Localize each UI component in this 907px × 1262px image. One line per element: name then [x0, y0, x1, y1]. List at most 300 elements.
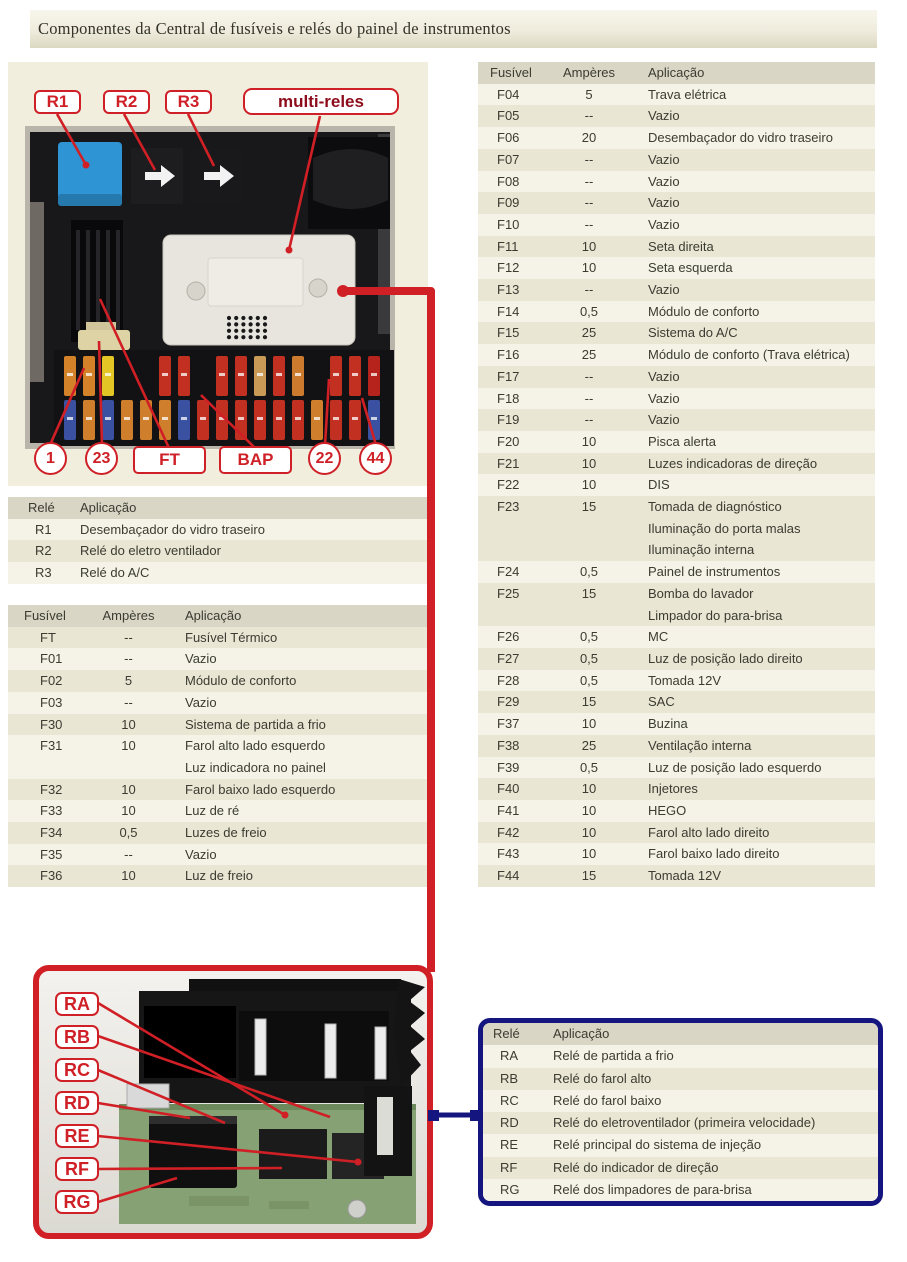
cell: 25	[581, 325, 597, 341]
fuse-table-right	[478, 62, 875, 887]
cell	[185, 822, 428, 844]
table-row	[478, 496, 875, 561]
cell-line: Módulo de conforto	[185, 673, 297, 689]
cell: 25	[581, 737, 597, 753]
column-header: Fusível	[24, 608, 66, 623]
cell: R1	[35, 521, 52, 537]
table-row	[483, 1112, 878, 1134]
table-row	[478, 344, 875, 366]
label-bap: BAP	[219, 446, 292, 474]
cell: --	[584, 390, 594, 406]
table-row	[478, 822, 875, 844]
cell	[648, 171, 875, 193]
cell-line: Vazio	[185, 651, 217, 667]
cell: --	[584, 282, 594, 298]
cell: F09	[497, 195, 520, 211]
table-row	[8, 519, 428, 541]
cell	[648, 735, 875, 757]
table-row	[8, 562, 428, 584]
cell: F36	[40, 868, 63, 884]
cell: F30	[40, 716, 63, 732]
cell: 0,5	[579, 564, 599, 580]
cell: F26	[497, 629, 520, 645]
cell: --	[124, 846, 133, 862]
cell-line: Tomada 12V	[648, 868, 721, 884]
fuse-box-photo-panel	[8, 62, 428, 486]
cell	[648, 301, 875, 323]
cell-line: Ventilação interna	[648, 737, 752, 753]
cell: F14	[497, 303, 520, 319]
table-row	[483, 1179, 878, 1201]
cell: F01	[40, 651, 63, 667]
cell	[648, 388, 875, 410]
label-rf: RF	[55, 1157, 99, 1181]
column-header: Aplicação	[185, 608, 242, 623]
table-row	[478, 279, 875, 301]
cell: 15	[581, 694, 597, 710]
cell: F10	[497, 216, 520, 232]
table-row	[478, 713, 875, 735]
cell: --	[584, 151, 594, 167]
cell	[185, 648, 428, 670]
cell: F37	[497, 716, 520, 732]
cell	[648, 149, 875, 171]
cell	[185, 714, 428, 736]
cell: RB	[500, 1070, 519, 1086]
cell: 10	[121, 738, 136, 754]
fuse-box-photo	[8, 62, 428, 486]
label-ft: FT	[133, 446, 206, 474]
cell-line: Luz de ré	[185, 803, 240, 819]
cell: F38	[497, 737, 520, 753]
label-re: RE	[55, 1124, 99, 1148]
cell-line: Vazio	[648, 390, 680, 406]
table-row	[8, 714, 428, 736]
cell: Relé do eletroventilador (primeira velocidade)	[553, 1115, 816, 1131]
cell: F41	[497, 802, 520, 818]
table-row	[8, 627, 428, 649]
cell: Relé do farol alto	[553, 1070, 652, 1086]
cell: R3	[35, 565, 52, 581]
cell-line: Tomada de diagnóstico	[648, 499, 782, 515]
cell-line: Iluminação interna	[648, 542, 755, 558]
cell: --	[584, 412, 594, 428]
cell-line: Vazio	[648, 195, 680, 211]
cell	[648, 474, 875, 496]
table-row	[483, 1068, 878, 1090]
cell: 0,5	[579, 303, 599, 319]
cell: F18	[497, 390, 520, 406]
column-header: Ampères	[562, 65, 616, 80]
table-row	[478, 301, 875, 323]
cell	[185, 627, 428, 649]
cell: 20	[581, 130, 597, 146]
table-row	[478, 84, 875, 106]
cell: F02	[40, 673, 63, 689]
cell-line: HEGO	[648, 802, 687, 818]
cell	[648, 279, 875, 301]
cell: 5	[585, 86, 593, 102]
table-row	[478, 236, 875, 258]
cell: F31	[40, 738, 63, 754]
table-header-row	[8, 497, 428, 519]
cell-line: Vazio	[185, 846, 217, 862]
table-row	[8, 844, 428, 866]
table-header-row	[483, 1023, 878, 1045]
cell-line: Vazio	[648, 216, 680, 232]
cell-line: Luz de freio	[185, 868, 253, 884]
label-rd: RD	[55, 1091, 99, 1115]
cell: F03	[40, 694, 63, 710]
cell: RF	[500, 1159, 518, 1175]
cell	[648, 691, 875, 713]
cell: 10	[581, 824, 597, 840]
table-row	[478, 778, 875, 800]
cell: F05	[497, 108, 520, 124]
table-row	[8, 779, 428, 801]
cell: --	[124, 694, 133, 710]
cell: 10	[581, 846, 597, 862]
fuse-table-left	[8, 605, 428, 887]
table-row	[478, 865, 875, 887]
cell: 10	[121, 803, 136, 819]
table-row	[483, 1090, 878, 1112]
label-fuse-23: 23	[85, 442, 118, 475]
cell-line: Bomba do lavador	[648, 585, 754, 601]
cell	[648, 778, 875, 800]
cell-line: Farol alto lado direito	[648, 824, 770, 840]
cell-line: Injetores	[648, 781, 698, 797]
relay-table-top	[8, 497, 428, 584]
cell	[648, 366, 875, 388]
column-header: Aplicação	[553, 1026, 610, 1041]
cell-line: Luz de posição lado esquerdo	[648, 759, 822, 775]
relay-table-bottom-box	[478, 1018, 883, 1206]
cell: --	[124, 651, 133, 667]
table-row	[478, 431, 875, 453]
cell-line: Vazio	[648, 173, 680, 189]
cell-line: Vazio	[648, 412, 680, 428]
cell: Relé do farol baixo	[553, 1092, 662, 1108]
table-row	[478, 691, 875, 713]
cell: --	[584, 368, 594, 384]
cell: RG	[500, 1182, 520, 1198]
cell: 10	[581, 781, 597, 797]
cell	[648, 713, 875, 735]
cell-line: Farol baixo lado direito	[648, 846, 780, 862]
cell	[648, 409, 875, 431]
table-row	[478, 366, 875, 388]
cell-line: Farol baixo lado esquerdo	[185, 781, 336, 797]
table-row	[483, 1157, 878, 1179]
cell: 10	[581, 238, 597, 254]
table-row	[478, 322, 875, 344]
cell: --	[124, 629, 133, 645]
cell: F44	[497, 868, 520, 884]
table-row	[483, 1045, 878, 1067]
cell: F40	[497, 781, 520, 797]
cell-line: Módulo de conforto	[648, 303, 760, 319]
cell-line: Tomada 12V	[648, 672, 721, 688]
table-row	[8, 865, 428, 887]
cell-line: Vazio	[648, 151, 680, 167]
label-fuse-44: 44	[359, 442, 392, 475]
cell: Relé principal do sistema de injeção	[553, 1137, 762, 1153]
cell: F04	[497, 86, 520, 102]
table-row	[8, 692, 428, 714]
table-row	[478, 453, 875, 475]
cell: F39	[497, 759, 520, 775]
cell	[648, 583, 875, 626]
cell: F19	[497, 412, 520, 428]
cell: Relé do indicador de direção	[553, 1159, 719, 1175]
cell	[185, 844, 428, 866]
label-r1: R1	[34, 90, 81, 114]
cell: F17	[497, 368, 520, 384]
cell-line: Luz de posição lado direito	[648, 650, 803, 666]
table-row	[483, 1134, 878, 1156]
cell: F27	[497, 650, 520, 666]
cell: RD	[500, 1115, 519, 1131]
cell: RA	[500, 1048, 519, 1064]
label-fuse-1: 1	[34, 442, 67, 475]
cell: 15	[581, 868, 597, 884]
cell: 0,5	[579, 629, 599, 645]
cell-line: Seta esquerda	[648, 260, 733, 276]
cell: Relé do eletro ventilador	[80, 543, 221, 559]
table-header-row	[478, 62, 875, 84]
table-row	[478, 735, 875, 757]
cell: 10	[121, 716, 136, 732]
cell-line: SAC	[648, 694, 675, 710]
cell	[648, 670, 875, 692]
column-header: Ampères	[102, 608, 155, 623]
table-row	[8, 800, 428, 822]
cell	[648, 453, 875, 475]
cell	[648, 626, 875, 648]
cell-line: Trava elétrica	[648, 86, 727, 102]
cell: R2	[35, 543, 52, 559]
cell	[648, 236, 875, 258]
cell: F32	[40, 781, 63, 797]
cell	[648, 800, 875, 822]
table-row	[478, 214, 875, 236]
cell: FT	[40, 629, 56, 645]
cell: 15	[581, 585, 597, 601]
cell-line: Painel de instrumentos	[648, 564, 781, 580]
table-row	[478, 409, 875, 431]
table-row	[478, 843, 875, 865]
table-row	[478, 626, 875, 648]
relay-r2	[131, 148, 183, 204]
cell: F29	[497, 694, 520, 710]
cell	[648, 214, 875, 236]
table-row	[478, 388, 875, 410]
cell	[648, 822, 875, 844]
cell: RE	[500, 1137, 519, 1153]
table-row	[8, 822, 428, 844]
cell	[648, 84, 875, 106]
cell: F15	[497, 325, 520, 341]
cell-line: Buzina	[648, 716, 688, 732]
cell: 10	[581, 716, 597, 732]
relay-r3	[190, 148, 242, 204]
table-row	[8, 648, 428, 670]
cell	[648, 843, 875, 865]
cell: 15	[581, 499, 597, 515]
cell-line: Módulo de conforto (Trava elétrica)	[648, 347, 850, 363]
table-row	[478, 127, 875, 149]
table-row	[478, 670, 875, 692]
page-title: Componentes da Central de fusíveis e relés do painel de instrumentos	[38, 19, 511, 38]
column-header: Relé	[28, 500, 55, 515]
cell: 10	[581, 260, 597, 276]
cell: 25	[581, 347, 597, 363]
cell: Relé do A/C	[80, 565, 150, 581]
multi-relay-cover	[163, 235, 355, 345]
cell: 10	[121, 868, 136, 884]
cell: 10	[581, 802, 597, 818]
cell: F07	[497, 151, 520, 167]
cell-line: Vazio	[185, 694, 217, 710]
cell-line: Vazio	[648, 282, 680, 298]
cell-line: Vazio	[648, 368, 680, 384]
table-row	[478, 583, 875, 626]
table-row	[478, 800, 875, 822]
cell-line: Vazio	[648, 108, 680, 124]
cell	[185, 670, 428, 692]
cell	[185, 779, 428, 801]
cell: 10	[581, 433, 597, 449]
column-header: Aplicação	[80, 500, 137, 515]
cell: F43	[497, 846, 520, 862]
cell: F23	[497, 499, 520, 515]
table-row	[478, 257, 875, 279]
table-row	[8, 540, 428, 562]
cell: F24	[497, 564, 520, 580]
cell-line: Luzes de freio	[185, 825, 267, 841]
table-row	[478, 105, 875, 127]
column-header: Aplicação	[648, 65, 705, 80]
label-fuse-22: 22	[308, 442, 341, 475]
cell: F22	[497, 477, 520, 493]
relay-table-bottom	[483, 1023, 878, 1201]
table-row	[478, 757, 875, 779]
cell-line: Pisca alerta	[648, 433, 716, 449]
label-r2: R2	[103, 90, 150, 114]
cell: F34	[40, 825, 63, 841]
cell-line: DIS	[648, 477, 670, 493]
table-row	[478, 171, 875, 193]
cell: 10	[581, 477, 597, 493]
cell	[648, 344, 875, 366]
cell-line: Luzes indicadoras de direção	[648, 455, 818, 471]
cell: F42	[497, 824, 520, 840]
cell: --	[584, 216, 594, 232]
cell-line: Desembaçador do vidro traseiro	[648, 130, 833, 146]
cell: F21	[497, 455, 520, 471]
cell	[185, 692, 428, 714]
cell-line: Sistema de partida a frio	[185, 716, 326, 732]
table-row	[478, 648, 875, 670]
cell: --	[584, 173, 594, 189]
table-header-row	[8, 605, 428, 627]
cell	[648, 865, 875, 887]
cell	[648, 648, 875, 670]
cell	[648, 257, 875, 279]
label-multi-reles: multi-reles	[243, 88, 399, 115]
cell-line: Seta direita	[648, 238, 714, 254]
cell	[648, 431, 875, 453]
cell: F28	[497, 672, 520, 688]
cell: 0,5	[579, 650, 599, 666]
cell: 0,5	[579, 759, 599, 775]
cell: --	[584, 108, 594, 124]
table-row	[478, 561, 875, 583]
cell: F33	[40, 803, 63, 819]
table-row	[8, 670, 428, 692]
cell: F16	[497, 347, 520, 363]
cell: F25	[497, 585, 520, 601]
cell	[648, 496, 875, 561]
cell: F12	[497, 260, 520, 276]
cell: 5	[124, 673, 133, 689]
cell	[648, 127, 875, 149]
cell-line: Luz indicadora no painel	[185, 759, 326, 775]
cell	[185, 865, 428, 887]
cell: --	[584, 195, 594, 211]
table-row	[478, 192, 875, 214]
cell-line: Limpador do para-brisa	[648, 607, 783, 623]
cell	[648, 105, 875, 127]
cell: F08	[497, 173, 520, 189]
table-row	[478, 474, 875, 496]
cell: F11	[497, 238, 519, 254]
cell: F35	[40, 846, 63, 862]
column-header: Fusível	[490, 65, 532, 80]
label-rc: RC	[55, 1058, 99, 1082]
cell: F06	[497, 130, 520, 146]
cell: Relé dos limpadores de para-brisa	[553, 1182, 752, 1198]
cell	[648, 322, 875, 344]
table-row	[8, 735, 428, 778]
cell: F13	[497, 282, 520, 298]
cell-line: Fusível Térmico	[185, 629, 278, 645]
cell	[648, 192, 875, 214]
cell: 0,5	[119, 825, 138, 841]
cell-line: Iluminação do porta malas	[648, 520, 801, 536]
cell: F20	[497, 433, 520, 449]
cell: Desembaçador do vidro traseiro	[80, 521, 265, 537]
cell	[185, 800, 428, 822]
cell: 10	[121, 781, 136, 797]
cell: Relé de partida a frio	[553, 1048, 674, 1064]
table-row	[478, 149, 875, 171]
label-ra: RA	[55, 992, 99, 1016]
column-header: Relé	[493, 1026, 520, 1041]
cell-line: Sistema do A/C	[648, 325, 738, 341]
cell: 0,5	[579, 672, 599, 688]
cell	[648, 757, 875, 779]
cell: 10	[581, 455, 597, 471]
label-rb: RB	[55, 1025, 99, 1049]
cell-line: Farol alto lado esquerdo	[185, 738, 326, 754]
multi-relay-photo-panel	[33, 965, 433, 1239]
label-r3: R3	[165, 90, 212, 114]
label-rg: RG	[55, 1190, 99, 1214]
cell	[185, 735, 428, 778]
cell: RC	[500, 1092, 519, 1108]
